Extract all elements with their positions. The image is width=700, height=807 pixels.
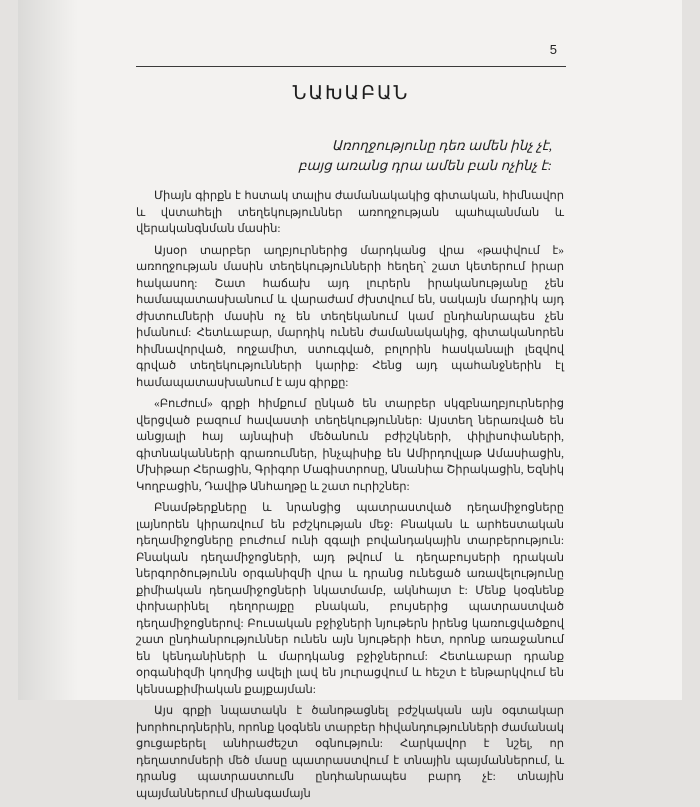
epigraph-line-1: Առողջությունը դեռ ամեն ինչ չէ, — [331, 138, 552, 153]
gutter-shadow — [18, 0, 78, 700]
paragraph-2: Այսօր տարբեր աղբյուրներից մարդկանց վրա «թափվում է» առողջության մասին տեղեկությունների հեղեղ՝ շատ կետերում իրար հակասող: Շատ հաճախ այդ լուրերն իրականությանը չեն համապատասխանում և վարաժամ ժխտվում են, սակայն մարդիկ այդ ժխտումների մասին ոչ են տեղեկանում կամ ընդհանրապես չեն իմանում: Հետևաբար, մարդիկ ունեն ժամանակակից, գիտականորեն հիմնավորված, ողջամիտ, ստուգված, բոլորին հասկանալի լեզվով գրված տեղեկությունների կարիք: Հենց այդ պահանջներին էլ համապատասխանում է այս գիրքը: — [136, 244, 564, 389]
paragraph-1: Միայն գիրքն է հստակ տալիս ժամանակակից գիտական, հիմնավոր և վստահելի տեղեկություններ առողջության պահպանման և վերականգնման մասին: — [136, 190, 564, 235]
book-page — [18, 0, 682, 800]
epigraph-line-2: բայց առանց դրա ամեն բան ոչինչ է: — [297, 158, 552, 173]
page-number: 5 — [549, 42, 557, 57]
paragraph-3: «Բուժում» գրքի հիմքում ընկած են տարբեր սկզբնաղբյուրներից վերցված բազում հավաստի տեղեկություններ: Այստեղ ներառված են անցյալի հայ այնպիսի մեծանուն բժիշկների, փիլիսոփաների, գիտնականների գրառումներ, ինչպիսիք են Ամիրդովլաթ Ամասիացին, Մխիթար Հերացին, Գրիգոր Մագիստրոսը, Անանիա Շիրակացին, Եզնիկ Կողբացին, Դավիթ Անհաղթը և շատ ուրիշներ: — [136, 398, 564, 493]
body-text — [136, 188, 564, 807]
paragraph-4: Բնամթերքները և նրանցից պատրաստված դեղամիջոցները լայնորեն կիրառվում են բժշկության մեջ: Բնական և արհեստական դեղամիջոցները բուժում ունի զգալի բովանդակային տարբերություն: Բնական դեղամիջոցների, այդ թվում և դեղաբույսերի դրական ներգործությունն օրգանիզմի վրա և դրանց ունեցած առավելությունը քիմիական դեղամիջոցների նկատմամբ, ակնհայտ է: Մենք կօգնենք փոխարինել դեղորայքը բնական, բույսերից պատրաստված դեղամիջոցներով: Բուսական բջիջների նյութերն իրենց կառուցվածքով շատ ընդհանրություններ ունեն այն նյութերի հետ, որոնք առաջանում են կենդանիների և մարդկանց բջիջներում: Հետևաբար դրանք օրգանիզմի կողմից ավելի լավ են յուրացվում և հեշտ է ենթարկվում են կենսաքիմիական քայքայման: — [136, 502, 564, 696]
chapter-title: ՆԱԽԱԲԱՆ — [292, 83, 410, 104]
paragraph-5: Այս գրքի նպատակն է ծանոթացնել բժշկական այն օգտակար խորհուրդներին, որոնք կօգնեն տարբեր հիվանդությունների ժամանակ ցուցաբերել անհրաժեշտ օգնություն: Հարկավոր է նշել, որ դեղատոմսերի մեծ մասը պատրաստվում է տնային պայմաններում, և դրանց պատրաստումն ընդհանրապես բարդ չէ: տնային պայմաններում միանգամայն — [136, 705, 564, 800]
epigraph — [298, 136, 552, 176]
header-rule — [136, 66, 566, 67]
